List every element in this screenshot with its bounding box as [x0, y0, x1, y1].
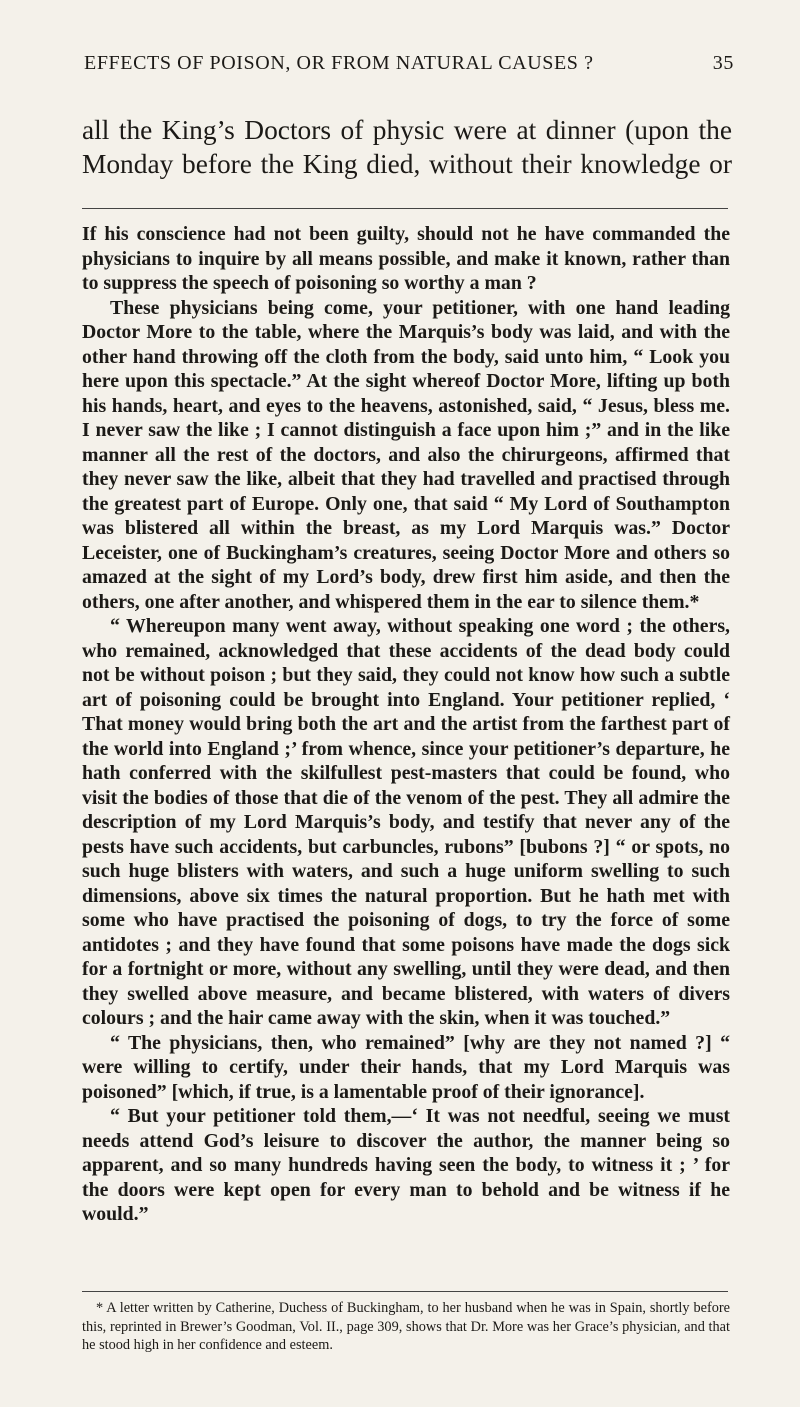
quote-paragraph: “ The physicians, then, who remained” [why are they not named ?] “ were willing to certify, under their hands, that my Lord Marquis was poisoned” [which, if true, is a lamentable proof of their ignorance]. — [82, 1031, 730, 1103]
quoted-petition — [82, 222, 730, 1227]
quote-paragraph: If his conscience had not been guilty, should not he have commanded the physicians to inquire by all means possible, and make it known, rather than to suppress the speech of poisoning so worthy a man ? — [82, 223, 730, 294]
page-number: 35 — [712, 52, 734, 74]
running-head-title: EFFECTS OF POISON, OR FROM NATURAL CAUSES ? — [84, 52, 594, 74]
quote-paragraph: “ Whereupon many went away, without speaking one word ; the others, who remained, acknowledged that these accidents of the dead body could not be without poison ; but they said, they could not know how such a subtle art of poisoning could be brought into England. Your petitioner replied, ‘ That money would bring both the art and the artist from the farthest part of the world into England ;’ from whence, since your petitioner’s departure, he hath conferred with the skilfullest pest-masters that could be found, who visit the bodies of those that die of the venom of the pest. They all admire the description of my Lord Marquis’s body, and testify that never any of the pests have such accidents, but carbuncles, rubons” [bubons ?] “ or spots, no such huge blisters with waters, and such a huge uniform swelling to such dimensions, above six times the natural proportion. But he hath met with some who have practised the poisoning of dogs, to try the force of some antidotes ; and they have found that some poisons have made the dogs sick for a fortnight or more, without any swelling, until they were dead, and then they swelled above measure, and became blistered, with waters of divers colours ; and the hair came away with the skin, when it was touched.” — [82, 615, 730, 1029]
divider-rule-bottom — [82, 1291, 728, 1292]
divider-rule-top — [82, 208, 728, 209]
quote-paragraph: These physicians being come, your petitioner, with one hand leading Doctor More to the table, where the Marquis’s body was laid, and with the other hand throwing off the cloth from the body, said unto him, “ Look you here upon this spectacle.” At the sight whereof Doctor More, lifting up both his hands, heart, and eyes to the heavens, astonished, said, “ Jesus, bless me. I never saw the like ; I cannot distinguish a face upon him ;” and in the like manner all the rest of the doctors, and also the chirurgeons, affirmed that they never saw the like, albeit that they had travelled and practised through the greatest part of Europe. Only one, that said “ My Lord of Southampton was blistered all within the breast, as my Lord Marquis was.” Doctor Leceister, one of Buckingham’s creatures, seeing Doctor More and others so amazed at the sight of my Lord’s body, drew first him aside, and then the others, one after another, and whispered them in the ear to silence them.* — [82, 296, 730, 613]
footnote: * A letter written by Catherine, Duchess of Buckingham, to her husband when he was in Spain, shortly before this, reprinted in Brewer’s Goodman, Vol. II., page 309, shows that Dr. More was her Grace’s physician, and that he stood high in her confidence and esteem. — [82, 1300, 730, 1353]
lead-paragraph: all the King’s Doctors of physic were at dinner (upon the Monday before the King died, without their knowledge or — [82, 115, 732, 179]
quote-paragraph: “ But your petitioner told them,—‘ It was not needful, seeing we must needs attend God’s leisure to discover the author, the manner being so apparent, and so many hundreds having seen the body, to witness it ; ’ for the doors were kept open for every man to behold and be witness if he would.” — [82, 1105, 730, 1225]
